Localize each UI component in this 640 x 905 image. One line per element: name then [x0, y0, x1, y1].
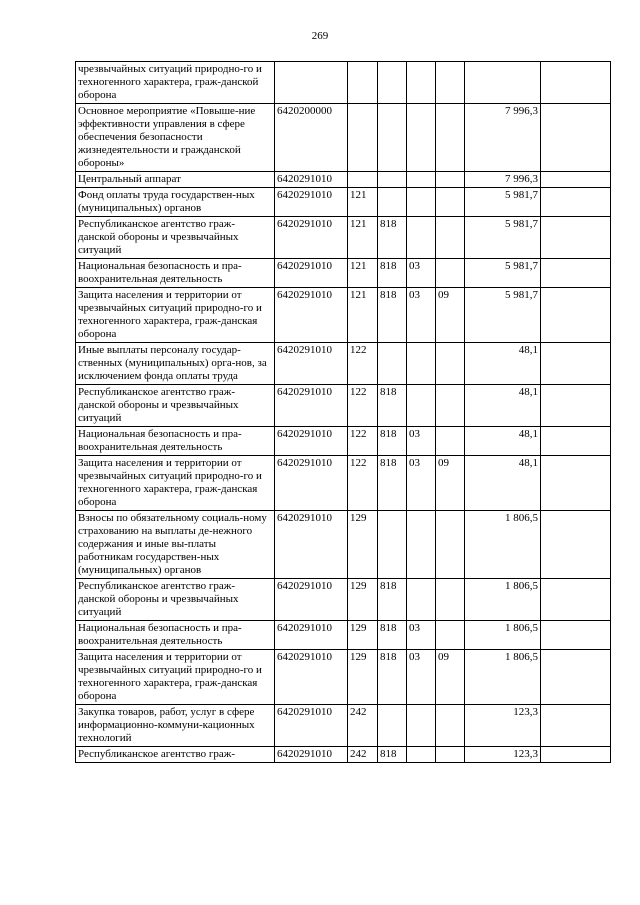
vr-cell: 129	[348, 650, 378, 705]
grbs-cell: 818	[378, 385, 407, 427]
sum-cell: 48,1	[465, 427, 541, 456]
code-cell: 6420291010	[275, 621, 348, 650]
section-cell	[407, 511, 436, 579]
sum-cell: 123,3	[465, 747, 541, 763]
sum-cell: 5 981,7	[465, 217, 541, 259]
table-row	[76, 650, 611, 705]
sum-cell: 48,1	[465, 385, 541, 427]
extra-cell	[541, 172, 611, 188]
section-cell: 03	[407, 621, 436, 650]
vr-cell: 122	[348, 385, 378, 427]
grbs-cell: 818	[378, 217, 407, 259]
code-cell: 6420291010	[275, 343, 348, 385]
code-cell: 6420291010	[275, 650, 348, 705]
vr-cell: 121	[348, 217, 378, 259]
name-cell: Защита населения и территории от чрезвычайных ситуаций природно-го и техногенного характера, граж-данская оборона	[76, 456, 275, 511]
name-cell: чрезвычайных ситуаций природно-го и техногенного характера, граж-данской оборона	[76, 62, 275, 104]
grbs-cell: 818	[378, 579, 407, 621]
extra-cell	[541, 259, 611, 288]
vr-cell: 121	[348, 259, 378, 288]
vr-cell	[348, 172, 378, 188]
code-cell: 6420291010	[275, 511, 348, 579]
subsection-cell	[436, 217, 465, 259]
subsection-cell	[436, 259, 465, 288]
extra-cell	[541, 747, 611, 763]
name-cell: Защита населения и территории от чрезвычайных ситуаций природно-го и техногенного характера, граж-данская оборона	[76, 288, 275, 343]
sum-cell: 7 996,3	[465, 172, 541, 188]
name-cell: Национальная безопасность и пра-воохранительная деятельность	[76, 259, 275, 288]
vr-cell: 129	[348, 579, 378, 621]
sum-cell: 1 806,5	[465, 621, 541, 650]
extra-cell	[541, 62, 611, 104]
section-cell: 03	[407, 427, 436, 456]
sum-cell: 1 806,5	[465, 511, 541, 579]
extra-cell	[541, 217, 611, 259]
code-cell: 6420291010	[275, 579, 348, 621]
extra-cell	[541, 288, 611, 343]
vr-cell: 242	[348, 705, 378, 747]
subsection-cell	[436, 62, 465, 104]
sum-cell: 7 996,3	[465, 104, 541, 172]
grbs-cell: 818	[378, 747, 407, 763]
extra-cell	[541, 385, 611, 427]
vr-cell: 242	[348, 747, 378, 763]
budget-table	[75, 61, 611, 763]
grbs-cell	[378, 343, 407, 385]
subsection-cell	[436, 172, 465, 188]
vr-cell: 122	[348, 343, 378, 385]
section-cell	[407, 104, 436, 172]
name-cell: Центральный аппарат	[76, 172, 275, 188]
table-row	[76, 621, 611, 650]
table-row	[76, 427, 611, 456]
page-number: 269	[311, 30, 329, 42]
code-cell: 6420291010	[275, 705, 348, 747]
name-cell: Закупка товаров, работ, услуг в сфере информационно-коммуни-кационных технологий	[76, 705, 275, 747]
name-cell: Основное мероприятие «Повыше-ние эффективности управления в сфере обеспечения безопасности жизнедеятельности и гражданской обороны»	[76, 104, 275, 172]
vr-cell	[348, 62, 378, 104]
sum-cell: 123,3	[465, 705, 541, 747]
name-cell: Иные выплаты персоналу государ-ственных (муниципальных) орга-нов, за исключением фонда оплаты труда	[76, 343, 275, 385]
grbs-cell: 818	[378, 288, 407, 343]
table-row	[76, 172, 611, 188]
sum-cell: 1 806,5	[465, 579, 541, 621]
extra-cell	[541, 456, 611, 511]
grbs-cell	[378, 172, 407, 188]
name-cell: Национальная безопасность и пра-воохранительная деятельность	[76, 427, 275, 456]
code-cell: 6420291010	[275, 259, 348, 288]
section-cell: 03	[407, 650, 436, 705]
name-cell: Республиканское агентство граж-данской обороны и чрезвычайных ситуаций	[76, 385, 275, 427]
budget-table-body	[76, 62, 611, 763]
subsection-cell: 09	[436, 288, 465, 343]
table-row	[76, 385, 611, 427]
name-cell: Защита населения и территории от чрезвычайных ситуаций природно-го и техногенного характера, граж-данская оборона	[76, 650, 275, 705]
grbs-cell	[378, 62, 407, 104]
section-cell	[407, 217, 436, 259]
section-cell	[407, 188, 436, 217]
code-cell: 6420291010	[275, 288, 348, 343]
section-cell: 03	[407, 259, 436, 288]
subsection-cell: 09	[436, 456, 465, 511]
code-cell: 6420291010	[275, 747, 348, 763]
vr-cell: 129	[348, 621, 378, 650]
sum-cell: 5 981,7	[465, 288, 541, 343]
name-cell: Республиканское агентство граж-	[76, 747, 275, 763]
grbs-cell: 818	[378, 456, 407, 511]
extra-cell	[541, 104, 611, 172]
sum-cell: 1 806,5	[465, 650, 541, 705]
subsection-cell	[436, 705, 465, 747]
code-cell: 6420291010	[275, 172, 348, 188]
table-row	[76, 259, 611, 288]
subsection-cell	[436, 747, 465, 763]
subsection-cell	[436, 104, 465, 172]
grbs-cell	[378, 104, 407, 172]
vr-cell: 129	[348, 511, 378, 579]
sum-cell	[465, 62, 541, 104]
section-cell: 03	[407, 288, 436, 343]
code-cell	[275, 62, 348, 104]
vr-cell	[348, 104, 378, 172]
table-row	[76, 456, 611, 511]
subsection-cell	[436, 343, 465, 385]
extra-cell	[541, 188, 611, 217]
name-cell: Взносы по обязательному социаль-ному страхованию на выплаты де-нежного содержания и иные вы-платы работникам государствен-ных (муниципальных) органов	[76, 511, 275, 579]
grbs-cell: 818	[378, 650, 407, 705]
table-row	[76, 217, 611, 259]
grbs-cell	[378, 188, 407, 217]
code-cell: 6420291010	[275, 427, 348, 456]
subsection-cell	[436, 579, 465, 621]
grbs-cell: 818	[378, 259, 407, 288]
subsection-cell: 09	[436, 650, 465, 705]
name-cell: Национальная безопасность и пра-воохранительная деятельность	[76, 621, 275, 650]
section-cell	[407, 747, 436, 763]
subsection-cell	[436, 427, 465, 456]
extra-cell	[541, 511, 611, 579]
subsection-cell	[436, 511, 465, 579]
table-row	[76, 705, 611, 747]
vr-cell: 122	[348, 456, 378, 511]
section-cell	[407, 343, 436, 385]
grbs-cell	[378, 705, 407, 747]
section-cell	[407, 62, 436, 104]
sum-cell: 48,1	[465, 343, 541, 385]
vr-cell: 122	[348, 427, 378, 456]
name-cell: Республиканское агентство граж-данской обороны и чрезвычайных ситуаций	[76, 217, 275, 259]
table-row	[76, 343, 611, 385]
extra-cell	[541, 650, 611, 705]
extra-cell	[541, 621, 611, 650]
vr-cell: 121	[348, 288, 378, 343]
code-cell: 6420291010	[275, 217, 348, 259]
code-cell: 6420291010	[275, 456, 348, 511]
vr-cell: 121	[348, 188, 378, 217]
extra-cell	[541, 705, 611, 747]
code-cell: 6420291010	[275, 385, 348, 427]
section-cell	[407, 579, 436, 621]
section-cell	[407, 385, 436, 427]
sum-cell: 48,1	[465, 456, 541, 511]
section-cell	[407, 172, 436, 188]
name-cell: Фонд оплаты труда государствен-ных (муниципальных) органов	[76, 188, 275, 217]
code-cell: 6420291010	[275, 188, 348, 217]
table-row	[76, 579, 611, 621]
grbs-cell: 818	[378, 621, 407, 650]
extra-cell	[541, 343, 611, 385]
code-cell: 6420200000	[275, 104, 348, 172]
section-cell	[407, 705, 436, 747]
subsection-cell	[436, 188, 465, 217]
table-row	[76, 288, 611, 343]
name-cell: Республиканское агентство граж-данской обороны и чрезвычайных ситуаций	[76, 579, 275, 621]
sum-cell: 5 981,7	[465, 259, 541, 288]
section-cell: 03	[407, 456, 436, 511]
extra-cell	[541, 427, 611, 456]
table-row	[76, 104, 611, 172]
table-row	[76, 188, 611, 217]
table-row	[76, 511, 611, 579]
extra-cell	[541, 579, 611, 621]
grbs-cell	[378, 511, 407, 579]
subsection-cell	[436, 385, 465, 427]
subsection-cell	[436, 621, 465, 650]
sum-cell: 5 981,7	[465, 188, 541, 217]
table-row	[76, 62, 611, 104]
table-row	[76, 747, 611, 763]
grbs-cell: 818	[378, 427, 407, 456]
